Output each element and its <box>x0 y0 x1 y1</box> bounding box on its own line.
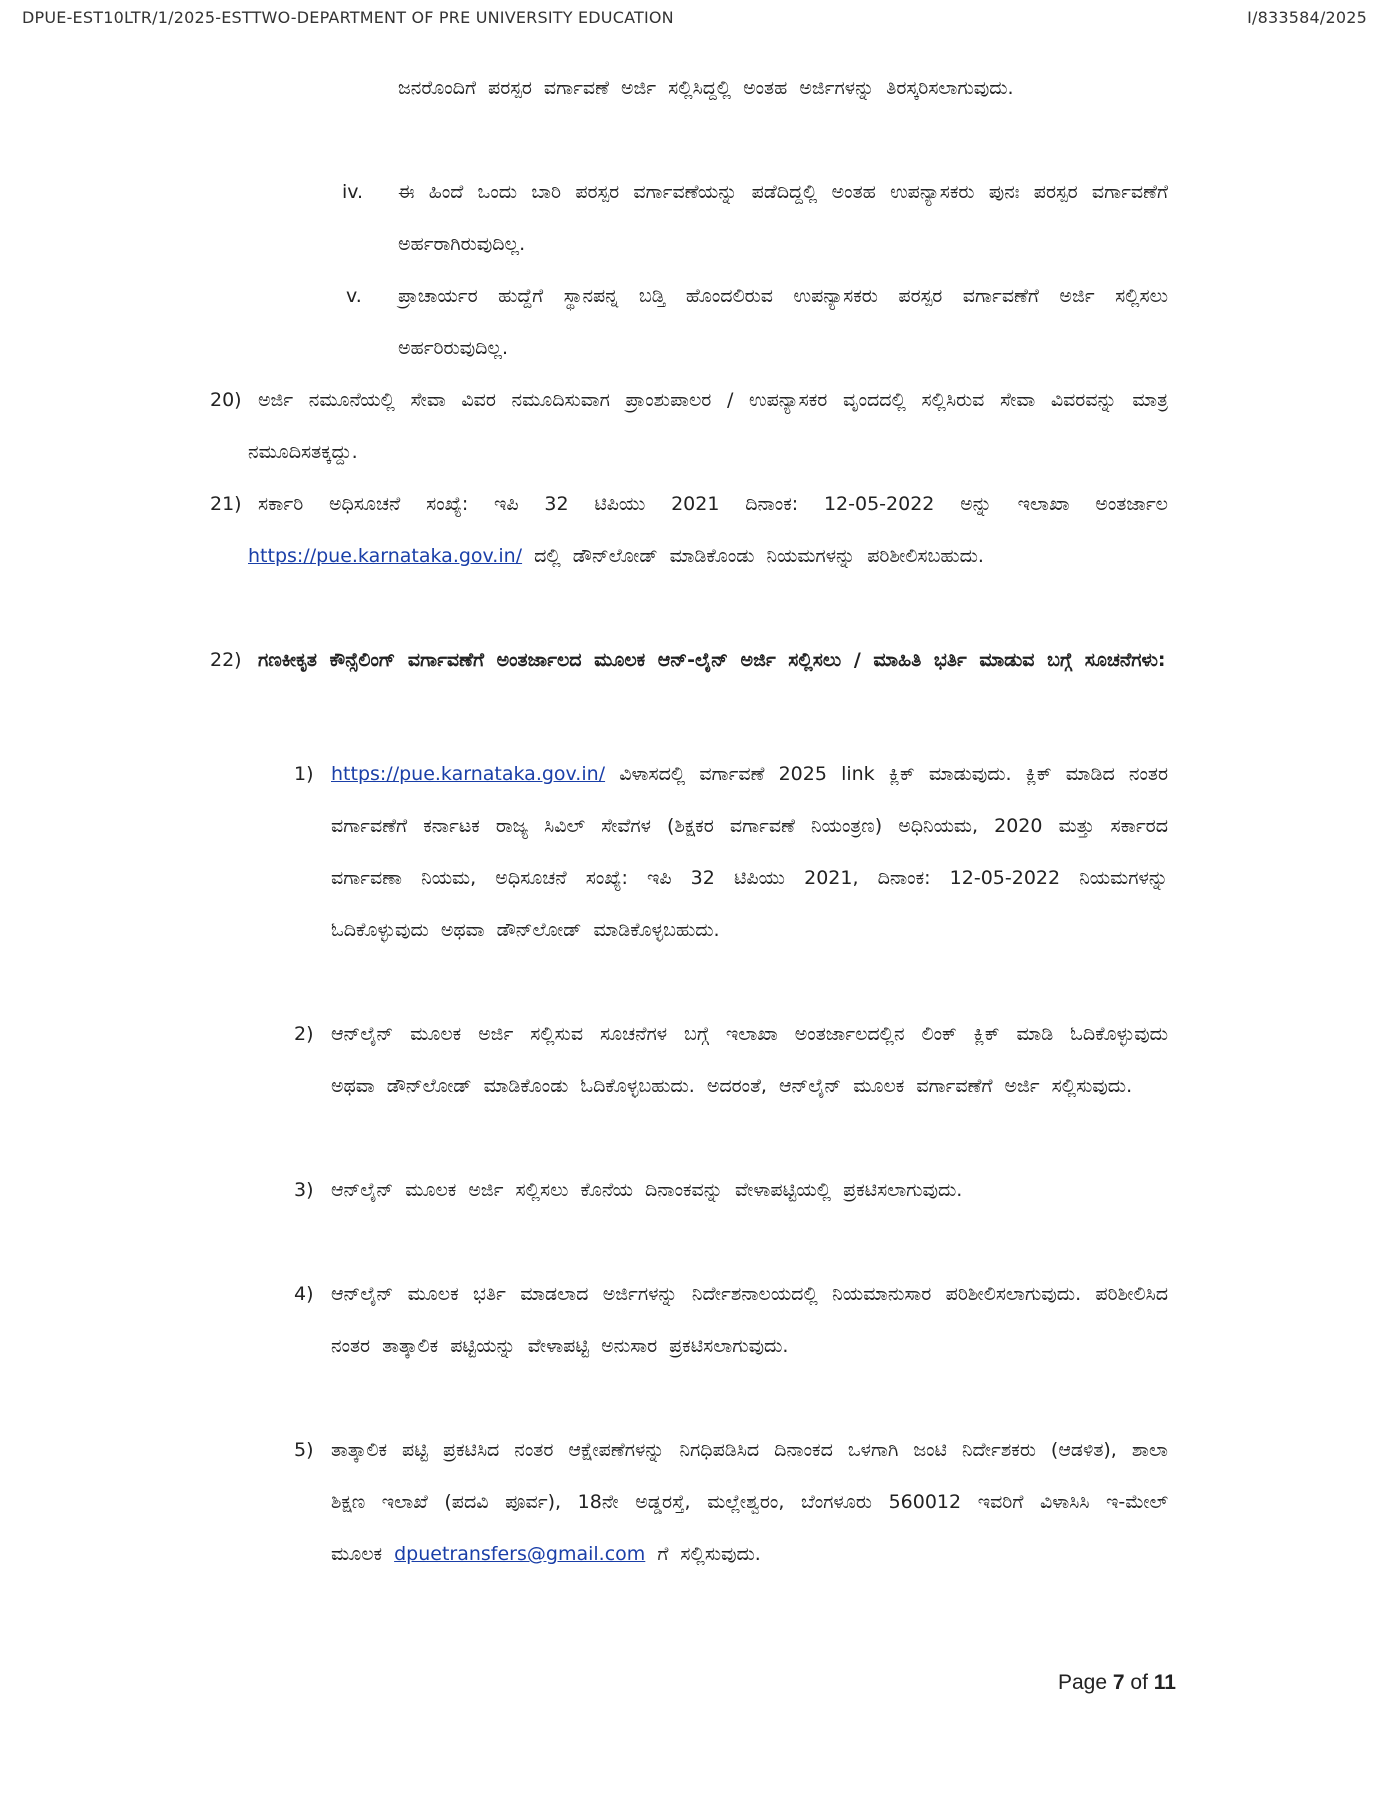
subitem-5-paragraph <box>331 1424 1168 1580</box>
subitem-number-1: 1) <box>294 763 314 785</box>
current-page-number: 7 <box>1112 1671 1125 1694</box>
page-label: Page <box>1058 1671 1108 1694</box>
subitem-1-text: ವಿಳಾಸದಲ್ಲಿ ವರ್ಗಾವಣೆ 2025 link ಕ್ಲಿಕ್ ಮಾಡುವುದು. ಕ್ಲಿಕ್ ಮಾಡಿದ ನಂತರ ವರ್ಗಾವಣೆಗೆ ಕರ್ನಾಟಕ ರಾಜ್ಯ ಸಿವಿಲ್ ಸೇವೆಗಳ (ಶಿಕ್ಷಕರ ವರ್ಗಾವಣೆ ನಿಯಂತ್ರಣ) ಅಧಿನಿಯಮ, 2020 ಮತ್ತು ಸರ್ಕಾರದ ವರ್ಗಾವಣಾ ನಿಯಮ, ಅಧಿಸೂಚನೆ ಸಂಖ್ಯೆ: ಇಪಿ 32 ಟಿಪಿಯು 2021, ದಿನಾಂಕ: 12-05-2022 ನಿಯಮಗಳನ್ನು ಓದಿಕೊಳ್ಳುವುದು ಅಥವಾ ಡೌನ್‌ಲೋಡ್ ಮಾಡಿಕೊಳ್ಳಬಹುದು. <box>331 763 1169 941</box>
item-22-heading: ಗಣಕೀಕೃತ ಕೌನ್ಸೆಲಿಂಗ್ ವರ್ಗಾವಣೆಗೆ ಅಂತರ್ಜಾಲದ ಮೂಲಕ ಆನ್-ಲೈನ್ ಅರ್ಜಿ ಸಲ್ಲಿಸಲು / ಮಾಹಿತಿ ಭರ್ತಿ ಮಾಡುವ ಬಗ್ಗೆ ಸೂಚನೆಗಳು: <box>258 649 1166 671</box>
subitem-3-text: ಆನ್‌ಲೈನ್ ಮೂಲಕ ಅರ್ಜಿ ಸಲ್ಲಿಸಲು ಕೊನೆಯ ದಿನಾಂಕವನ್ನು ವೇಳಾಪಟ್ಟಿಯಲ್ಲಿ ಪ್ರಕಟಿಸಲಾಗುವುದು. <box>331 1179 963 1201</box>
item-21-paragraph <box>248 478 1168 582</box>
roman-numeral-iv: iv. <box>342 181 364 203</box>
subitem-number-2: 2) <box>294 1023 314 1045</box>
subitem-5-text-after-email: ಗೆ ಸಲ್ಲಿಸುವುದು. <box>657 1543 761 1565</box>
clause-iv-text: ಈ ಹಿಂದೆ ಒಂದು ಬಾರಿ ಪರಸ್ಪರ ವರ್ಗಾವಣೆಯನ್ನು ಪಡೆದಿದ್ದಲ್ಲಿ ಅಂತಹ ಉಪನ್ಯಾಸಕರು ಪುನಃ ಪರಸ್ಪರ ವರ್ಗಾವಣೆಗೆ ಅರ್ಹರಾಗಿರುವುದಿಲ್ಲ. <box>398 181 1168 255</box>
item-number-22: 22) <box>210 649 242 671</box>
subitem-2-text: ಆನ್‌ಲೈನ್ ಮೂಲಕ ಅರ್ಜಿ ಸಲ್ಲಿಸುವ ಸೂಚನೆಗಳ ಬಗ್ಗೆ ಇಲಾಖಾ ಅಂತರ್ಜಾಲದಲ್ಲಿನ ಲಿಂಕ್ ಕ್ಲಿಕ್ ಮಾಡಿ ಓದಿಕೊಳ್ಳುವುದು ಅಥವಾ ಡೌನ್‌ಲೋಡ್ ಮಾಡಿಕೊಂಡು ಓದಿಕೊಳ್ಳಬಹುದು. ಅದರಂತೆ, ಆನ್‌ಲೈನ್ ಮೂಲಕ ವರ್ಗಾವಣೆಗೆ ಅರ್ಜಿ ಸಲ್ಲಿಸುವುದು. <box>331 1023 1168 1097</box>
roman-numeral-v: v. <box>346 285 362 307</box>
item-number-20: 20) <box>210 389 242 411</box>
subitem-number-5: 5) <box>294 1439 314 1461</box>
item-21-text-before-link: ಸರ್ಕಾರಿ ಅಧಿಸೂಚನೆ ಸಂಖ್ಯೆ: ಇಪಿ 32 ಟಿಪಿಯು 2021 ದಿನಾಂಕ: 12-05-2022 ಅನ್ನು ಇಲಾಖಾ ಅಂತರ್ಜಾಲ <box>258 493 1168 515</box>
subitem-1-paragraph <box>331 748 1168 956</box>
pue-website-link[interactable]: https://pue.karnataka.gov.in/ <box>248 545 523 567</box>
subitem-5-text-before-email: ತಾತ್ಕಾಲಿಕ ಪಟ್ಟಿ ಪ್ರಕಟಿಸಿದ ನಂತರ ಆಕ್ಷೇಪಣೆಗಳನ್ನು ನಿಗಧಿಪಡಿಸಿದ ದಿನಾಂಕದ ಒಳಗಾಗಿ ಜಂಟಿ ನಿರ್ದೇಶಕರು (ಆಡಳಿತ), ಶಾಲಾ ಶಿಕ್ಷಣ ಇಲಾಖೆ (ಪದವಿ ಪೂರ್ವ), 18ನೇ ಅಡ್ಡರಸ್ತೆ, ಮಲ್ಲೇಶ್ವರಂ, ಬೆಂಗಳೂರು 560012 ಇವರಿಗೆ ವಿಳಾಸಿಸಿ ಇ-ಮೇಲ್ ಮೂಲಕ <box>331 1439 1168 1565</box>
of-label: of <box>1130 1671 1148 1694</box>
item-number-21: 21) <box>210 493 242 515</box>
subitem-number-3: 3) <box>294 1179 314 1201</box>
transfers-email-link[interactable]: dpuetransfers@gmail.com <box>394 1543 646 1565</box>
total-pages-number: 11 <box>1153 1671 1176 1694</box>
item-20-text: ಅರ್ಜಿ ನಮೂನೆಯಲ್ಲಿ ಸೇವಾ ವಿವರ ನಮೂದಿಸುವಾಗ ಪ್ರಾಂಶುಪಾಲರ / ಉಪನ್ಯಾಸಕರ ವೃಂದದಲ್ಲಿ ಸಲ್ಲಿಸಿರುವ ಸೇವಾ ವಿವರವನ್ನು ಮಾತ್ರ ನಮೂದಿಸತಕ್ಕದ್ದು. <box>248 389 1168 463</box>
item-21-text-after-link: ದಲ್ಲಿ ಡೌನ್‌ಲೋಡ್ ಮಾಡಿಕೊಂಡು ನಿಯಮಗಳನ್ನು ಪರಿಶೀಲಿಸಬಹುದು. <box>534 545 984 567</box>
document-header-number: I/833584/2025 <box>1247 8 1367 27</box>
clause-v-text: ಪ್ರಾಚಾರ್ಯರ ಹುದ್ದೆಗೆ ಸ್ಥಾನಪನ್ನ ಬಡ್ತಿ ಹೊಂದಲಿರುವ ಉಪನ್ಯಾಸಕರು ಪರಸ್ಪರ ವರ್ಗಾವಣೆಗೆ ಅರ್ಜಿ ಸಲ್ಲಿಸಲು ಅರ್ಹರಿರುವುದಿಲ್ಲ. <box>398 285 1168 359</box>
subitem-4-text: ಆನ್‌ಲೈನ್ ಮೂಲಕ ಭರ್ತಿ ಮಾಡಲಾದ ಅರ್ಜಿಗಳನ್ನು ನಿರ್ದೇಶನಾಲಯದಲ್ಲಿ ನಿಯಮಾನುಸಾರ ಪರಿಶೀಲಿಸಲಾಗುವುದು. ಪರಿಶೀಲಿಸಿದ ನಂತರ ತಾತ್ಕಾಲಿಕ ಪಟ್ಟಿಯನ್ನು ವೇಳಾಪಟ್ಟಿ ಅನುಸಾರ ಪ್ರಕಟಿಸಲಾಗುವುದು. <box>331 1283 1168 1357</box>
subitem-number-4: 4) <box>294 1283 314 1305</box>
page-number-footer <box>1058 1671 1176 1695</box>
document-header-reference: DPUE-EST10LTR/1/2025-ESTTWO-DEPARTMENT OF PRE UNIVERSITY EDUCATION <box>22 8 674 27</box>
pue-website-link-2[interactable]: https://pue.karnataka.gov.in/ <box>331 763 606 785</box>
continuation-paragraph: ಜನರೊಂದಿಗೆ ಪರಸ್ಪರ ವರ್ಗಾವಣೆ ಅರ್ಜಿ ಸಲ್ಲಿಸಿದ್ದಲ್ಲಿ ಅಂತಹ ಅರ್ಜಿಗಳನ್ನು ತಿರಸ್ಕರಿಸಲಾಗುವುದು. <box>398 77 1014 99</box>
